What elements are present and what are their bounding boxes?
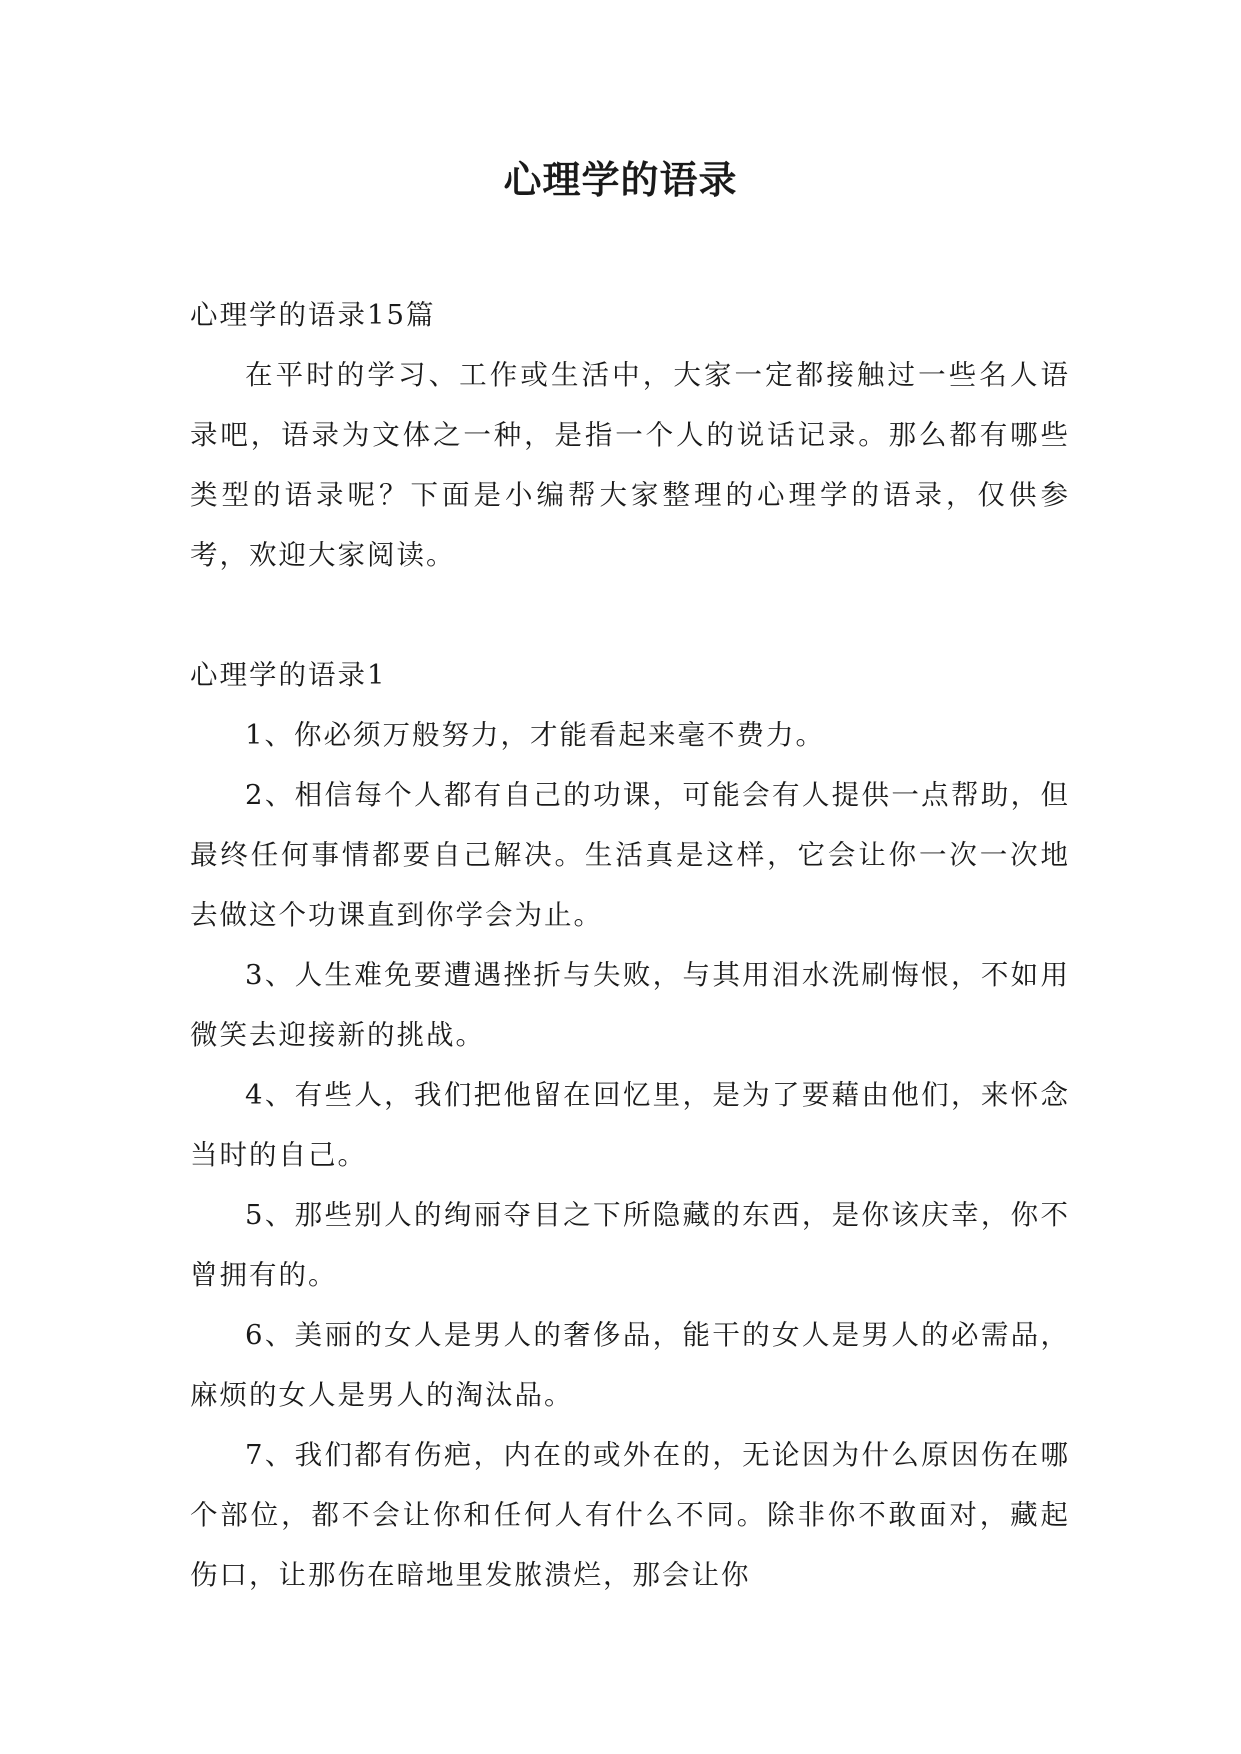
section-spacer — [190, 585, 1070, 645]
document-title: 心理学的语录 — [503, 158, 738, 202]
quote-paragraph: 3、人生难免要遭遇挫折与失败，与其用泪水洗刷悔恨，不如用微笑去迎接新的挑战。 — [190, 959, 1070, 1051]
quote-paragraph: 5、那些别人的绚丽夺目之下所隐藏的东西，是你该庆幸，你不曾拥有的。 — [190, 1199, 1070, 1291]
intro-paragraph: 在平时的学习、工作或生活中，大家一定都接触过一些名人语录吧，语录为文体之一种，是指一个人的说话记录。那么都有哪些类型的语录呢？下面是小编帮大家整理的心理学的语录，仅供参考，欢迎大家阅读。 — [190, 359, 1070, 571]
quote-paragraph: 6、美丽的女人是男人的奢侈品，能干的女人是男人的必需品，麻烦的女人是男人的淘汰品。 — [190, 1319, 1070, 1411]
quote-paragraph: 1、你必须万般努力，才能看起来毫不费力。 — [245, 719, 825, 751]
quote-paragraph: 2、相信每个人都有自己的功课，可能会有人提供一点帮助，但最终任何事情都要自己解决。生活真是这样，它会让你一次一次地去做这个功课直到你学会为止。 — [190, 779, 1070, 931]
quote-paragraph: 7、我们都有伤疤，内在的或外在的，无论因为什么原因伤在哪个部位，都不会让你和任何人有什么不同。除非你不敢面对，藏起伤口，让那伤在暗地里发脓溃烂，那会让你 — [190, 1439, 1070, 1591]
document-subtitle: 心理学的语录15篇 — [190, 299, 436, 331]
quote-paragraph: 4、有些人，我们把他留在回忆里，是为了要藉由他们，来怀念当时的自己。 — [190, 1079, 1070, 1171]
document-body — [190, 285, 1070, 1605]
section-heading: 心理学的语录1 — [190, 659, 387, 691]
